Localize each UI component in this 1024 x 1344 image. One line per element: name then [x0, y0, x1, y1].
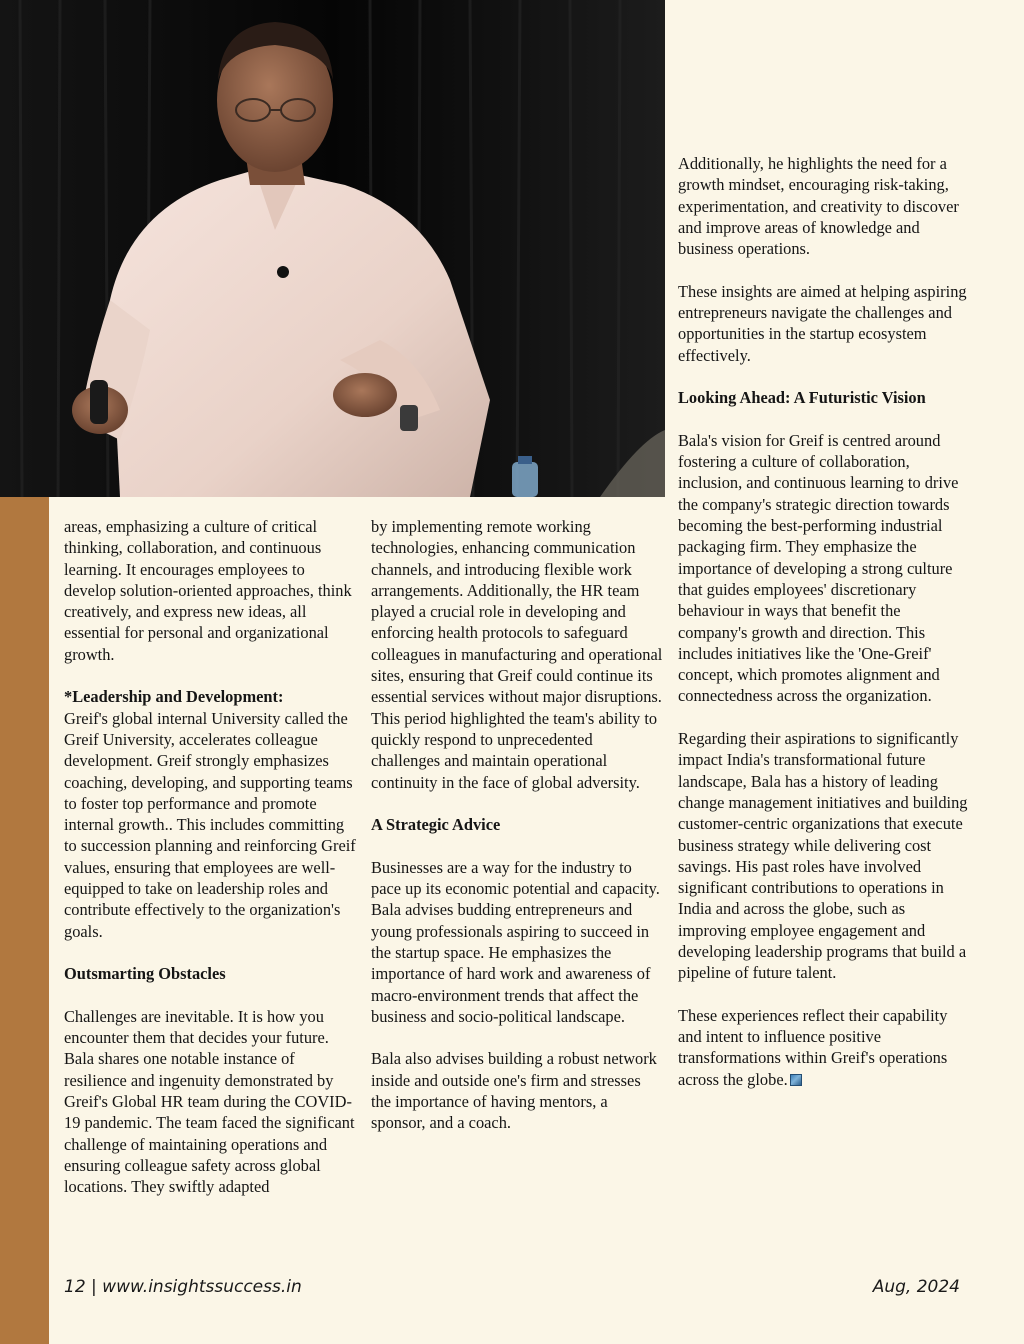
section-heading: Outsmarting Obstacles	[64, 964, 226, 984]
paragraph	[678, 1005, 970, 1090]
section-heading: Looking Ahead: A Futuristic Vision	[678, 388, 926, 408]
section-heading: A Strategic Advice	[371, 815, 501, 835]
inline-heading: *Leadership and Development:	[64, 687, 284, 707]
paragraph	[64, 686, 356, 942]
paragraph: Regarding their aspirations to significantly impact India's transformational future landscape, Bala has a history of leading change management initiatives and building customer-centric organizations that execute business strategy while delivering cost savings. His past roles have involved significant contributions to operations in India and across the globe, such as improving employee engagement and developing leadership programs that build a pipeline of future talent.	[678, 729, 968, 983]
paragraph: Additionally, he highlights the need for a growth mindset, encouraging risk-taking, experimentation, and creativity to discover and improve areas of knowledge and business operations.	[678, 154, 959, 259]
issue-date: Aug, 2024	[872, 1277, 960, 1297]
paragraph: These insights are aimed at helping aspiring entrepreneurs navigate the challenges and opportunities in the startup ecosystem effectively.	[678, 281, 967, 365]
paragraph-text: Greif's global internal University called the Greif University, accelerates colleague development. Greif strongly emphasizes coaching, developing, and supporting teams to foster top performance and promote internal growth.. This includes committing to succession planning and reinforcing Greif values, ensuring that employees are well-equipped to take on leadership roles and contribute effectively to the organization's goals.	[64, 708, 356, 941]
accent-band	[0, 497, 49, 1344]
paragraph: by implementing remote working technologies, enhancing communication channels, and introducing flexible work arrangements. Additionally, the HR team played a crucial role in developing and enforcing health protocols to safeguard colleagues in manufacturing and operational sites, ensuring that Greif could continue its essential services without major disruptions. This period highlighted the team's ability to quickly respond to unprecedented challenges and maintain operational continuity in the face of global adversity.	[371, 517, 663, 792]
column-2	[371, 516, 663, 1134]
column-3	[678, 153, 970, 1090]
paragraph: Bala also advises building a robust network inside and outside one's firm and stresses the importance of having mentors, a sponsor, and a coach.	[371, 1049, 657, 1133]
end-of-article-icon	[790, 1074, 802, 1086]
page-number-and-site: 12 | www.insightssuccess.in	[64, 1277, 302, 1297]
paragraph-text: These experiences reflect their capability and intent to influence positive transformations within Greif's operations across the globe.	[678, 1005, 948, 1089]
speaker-photo	[0, 0, 665, 497]
paragraph: Challenges are inevitable. It is how you encounter them that decides your future. Bala shares one notable instance of resilience and ingenuity demonstrated by Greif's Global HR team during the COVID-19 pandemic. The team faced the significant challenge of maintaining operations and ensuring colleague safety across global locations. They swiftly adapted	[64, 1006, 355, 1197]
paragraph: Bala's vision for Greif is centred around fostering a culture of collaboration, inclusion, and continuous learning to drive the company's strategic direction towards becoming the best-performing industrial packaging firm. They emphasize the importance of developing a strong culture that guides employees' discretionary behaviour in ways that benefit the company's growth and direction. This includes initiatives like the 'One-Greif' concept, which promotes alignment and connectedness across the organization.	[678, 430, 959, 706]
column-1	[64, 516, 356, 1198]
paragraph: areas, emphasizing a culture of critical thinking, collaboration, and continuous learning. It encourages employees to develop solution-oriented approaches, think creatively, and express new ideas, all essential for personal and organizational growth.	[64, 517, 352, 664]
paragraph: Businesses are a way for the industry to pace up its economic potential and capacity. Bala advises budding entrepreneurs and young professionals aspiring to succeed in the startup space. He emphasizes the importance of hard work and awareness of macro-environment trends that affect the business and socio-political landscape.	[371, 857, 660, 1026]
